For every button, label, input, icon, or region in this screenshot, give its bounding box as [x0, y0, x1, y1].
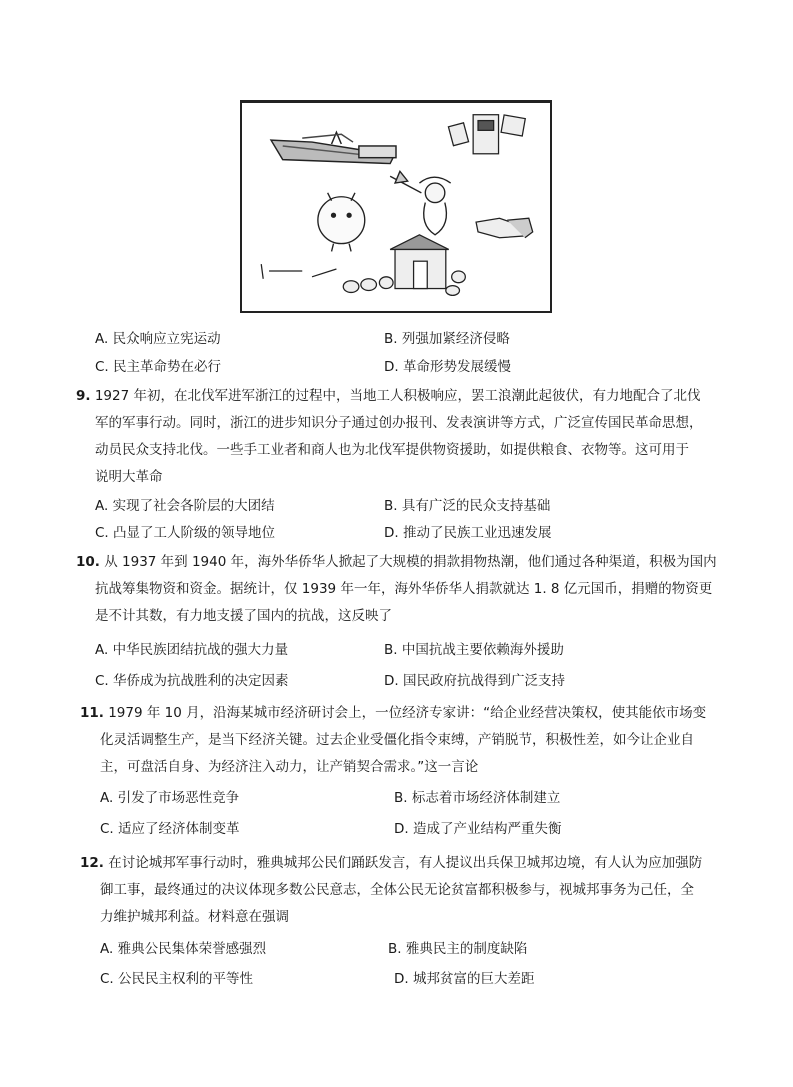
figure-drawing [390, 171, 451, 234]
q8-option-d[interactable]: D. 革命形势发展缓慢 [384, 359, 511, 375]
q10-option-d[interactable]: D. 国民政府抗战得到广泛支持 [384, 673, 565, 689]
q9-option-c[interactable]: C. 凸显了工人阶级的领导地位 [95, 525, 276, 541]
q11-line-3: 主，可盘活自身、为经济注入动力，让产销契合需求。”这一言论 [100, 759, 479, 775]
q11-option-c[interactable]: C. 适应了经济体制变革 [100, 821, 240, 837]
q12-line-1 [80, 854, 702, 872]
building-drawing [261, 235, 465, 296]
q12-number: 12. [80, 855, 104, 871]
q12-option-d[interactable]: D. 城邦贫富的巨大差距 [394, 971, 535, 987]
q12-option-c[interactable]: C. 公民民主权利的平等性 [100, 971, 254, 987]
q10-option-b[interactable]: B. 中国抗战主要依赖海外援助 [384, 642, 564, 658]
cartoon-drawing [242, 103, 550, 311]
q9-option-a[interactable]: A. 实现了社会各阶层的大团结 [95, 498, 275, 514]
q12-option-a[interactable]: A. 雅典公民集体荣誉感强烈 [100, 941, 267, 957]
q9-option-d[interactable]: D. 推动了民族工业迅速发展 [384, 525, 552, 541]
q8-option-b[interactable]: B. 列强加紧经济侵略 [384, 331, 510, 347]
q12-text-1: 在讨论城邦军事行动时，雅典城邦公民们踊跃发言，有人提议出兵保卫城邦边境，有人认为应加强防 [108, 855, 703, 871]
q10-option-a[interactable]: A. 中华民族团结抗战的强大力量 [95, 642, 289, 658]
q11-line-1 [80, 704, 706, 722]
q9-text-1: 1927 年初，在北伐军进军浙江的过程中，当地工人积极响应，罢工浪潮此起彼伏，有力地配合了北伐 [94, 388, 701, 404]
q12-line-3: 力维护城邦利益。材料意在强调 [100, 909, 289, 925]
round-character-drawing [318, 193, 365, 252]
q11-number: 11. [80, 705, 104, 721]
q9-line-3: 动员民众支持北伐。一些手工业者和商人也为北伐军提供物资援助，如提供粮食、衣物等。这可用于 [95, 442, 689, 458]
q11-option-d[interactable]: D. 造成了产业结构严重失衡 [394, 821, 562, 837]
q9-option-b[interactable]: B. 具有广泛的民众支持基础 [384, 498, 551, 514]
q11-option-b[interactable]: B. 标志着市场经济体制建立 [394, 790, 561, 806]
q10-number: 10. [76, 554, 100, 570]
cartoon-illustration [240, 100, 552, 313]
q10-option-c[interactable]: C. 华侨成为抗战胜利的决定因素 [95, 673, 289, 689]
q10-line-1 [76, 553, 717, 571]
q8-option-c[interactable]: C. 民主革命势在必行 [95, 359, 222, 375]
q11-option-a[interactable]: A. 引发了市场恶性竞争 [100, 790, 240, 806]
q9-line-4: 说明大革命 [95, 469, 163, 485]
q8-option-a[interactable]: A. 民众响应立宪运动 [95, 331, 221, 347]
q9-line-1 [76, 387, 700, 405]
q9-number: 9. [76, 388, 91, 404]
q11-line-2: 化灵活调整生产，是当下经济关键。过去企业受僵化指令束缚，产销脱节，积极性差，如今让企业自 [100, 732, 694, 748]
q12-line-2: 御工事，最终通过的决议体现多数公民意志，全体公民无论贫富都积极参与，视城邦事务为己任，全 [100, 882, 694, 898]
hand-drawing [476, 218, 533, 238]
q9-line-2: 军的军事行动。同时，浙江的进步知识分子通过创办报刊、发表演讲等方式，广泛宣传国民革命思想， [95, 415, 703, 431]
q10-line-2: 抗战筹集物资和资金。据统计，仅 1939 年一年，海外华侨华人捐款就达 1. 8 亿元国币，捐赠的物资更 [95, 581, 713, 597]
q10-text-1: 从 1937 年到 1940 年，海外华侨华人掀起了大规模的捐款捐物热潮，他们通过各种渠道，积极为国内 [104, 554, 717, 570]
warship-drawing [271, 132, 396, 163]
documents-drawing [448, 115, 525, 154]
q10-line-3: 是不计其数，有力地支援了国内的抗战，这反映了 [95, 608, 392, 624]
q12-option-b[interactable]: B. 雅典民主的制度缺陷 [388, 941, 528, 957]
q11-text-1: 1979 年 10 月，沿海某城市经济研讨会上，一位经济专家讲：“给企业经营决策权，使其能依市场变 [108, 705, 707, 721]
